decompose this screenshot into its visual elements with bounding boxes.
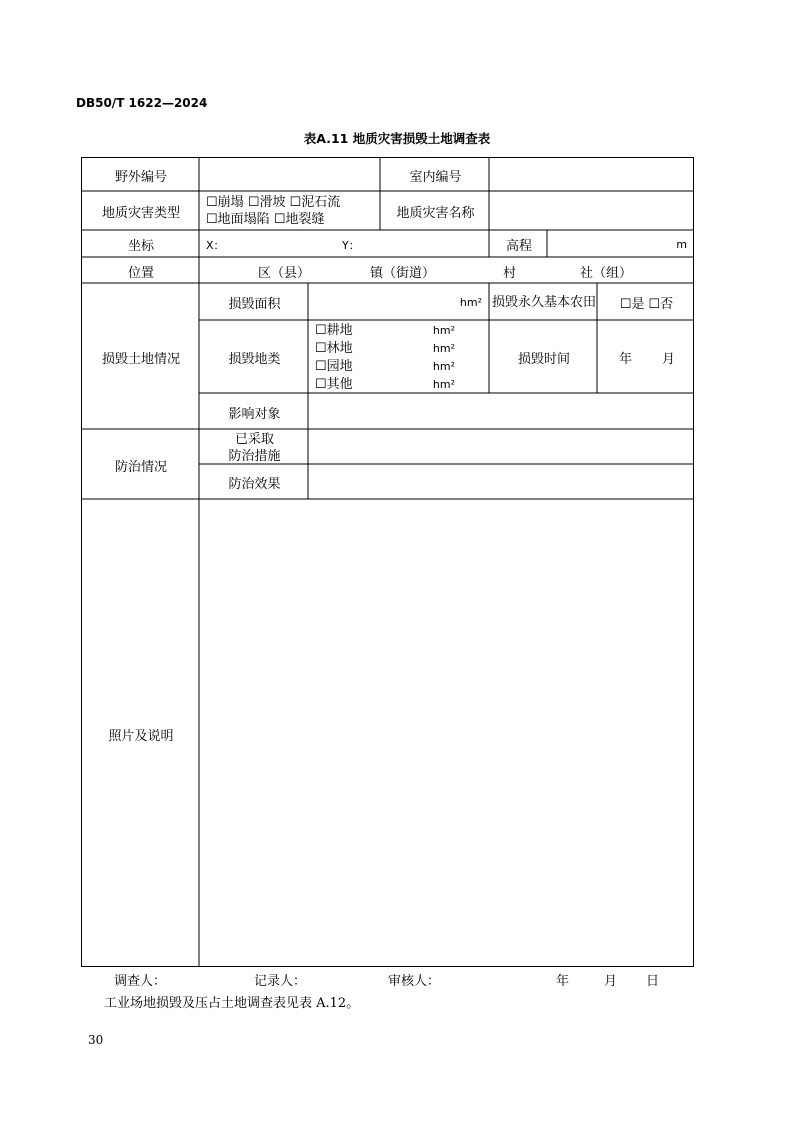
damage-time-label: 损毁时间	[517, 352, 570, 367]
affected-objects-label: 影响对象	[228, 406, 281, 422]
measures-input[interactable]	[309, 430, 695, 465]
recorder-label: 记录人：	[254, 974, 307, 989]
ground-subsidence-checkbox[interactable]: ☐地面塌陷	[206, 212, 270, 227]
form-grid	[81, 157, 694, 967]
damage-area-label: 损毁面积	[228, 297, 281, 312]
reviewer-label: 审核人：	[388, 974, 441, 989]
table-reference-note: 工业场地损毁及压占土地调查表见表 A.12。	[104, 996, 360, 1011]
field-number-input[interactable]	[200, 158, 381, 192]
coordinate-label: 坐标	[127, 239, 154, 254]
other-land-row[interactable]: ☐其他 hm²	[315, 377, 455, 392]
landslide-checkbox[interactable]: ☐滑坡	[247, 195, 286, 210]
document-code: DB50/T 1622—2024	[76, 96, 208, 110]
no-checkbox[interactable]: ☐否	[648, 297, 674, 312]
elevation-label: 高程	[505, 239, 532, 254]
photo-description-label: 照片及说明	[108, 728, 174, 744]
prevention-label: 防治情况	[114, 459, 167, 475]
affected-objects-input[interactable]	[309, 394, 695, 430]
land-type-label: 损毁地类	[228, 352, 281, 367]
footer-year-label: 年	[556, 974, 570, 989]
hazard-type-options	[206, 194, 381, 230]
yes-checkbox[interactable]: ☐是	[619, 297, 645, 312]
footer-month-label: 月	[604, 974, 618, 989]
damage-month-label: 月	[662, 352, 676, 367]
group-label: 社（组）	[580, 265, 633, 281]
elevation-unit: m	[676, 238, 687, 251]
basic-farmland-options	[598, 284, 695, 321]
cultivated-land-row[interactable]: ☐耕地 hm²	[315, 323, 455, 338]
district-label: 区（县）	[258, 265, 311, 281]
village-label: 村	[503, 265, 517, 281]
prevention-effect-label: 防治效果	[228, 477, 281, 492]
measures-label: 已采取 防治措施	[228, 431, 281, 464]
basic-farmland-label: 损毁永久基本农田	[491, 295, 596, 310]
town-label: 镇（街道）	[370, 265, 436, 281]
land-type-options	[315, 322, 455, 394]
field-number-label: 野外编号	[114, 169, 167, 185]
investigator-label: 调查人：	[114, 974, 167, 989]
footer-day-label: 日	[646, 974, 660, 989]
prevention-effect-input[interactable]	[309, 465, 695, 500]
forest-land-row[interactable]: ☐林地 hm²	[315, 341, 455, 356]
hazard-type-label: 地质灾害类型	[101, 206, 180, 221]
ground-fissure-checkbox[interactable]: ☐地裂缝	[273, 212, 325, 227]
page-number: 30	[88, 1033, 104, 1047]
photo-area[interactable]	[200, 500, 695, 968]
damage-year-label: 年	[619, 352, 633, 367]
damage-area-unit: hm²	[459, 296, 482, 309]
table-title: 表A.11 地质灾害损毁土地调查表	[303, 131, 491, 146]
hazard-name-label: 地质灾害名称	[396, 206, 475, 221]
garden-land-row[interactable]: ☐园地 hm²	[315, 359, 455, 374]
room-number-label: 室内编号	[409, 169, 462, 185]
location-label: 位置	[127, 265, 154, 281]
y-coordinate-label: Y：	[342, 238, 360, 252]
x-coordinate-label: X：	[206, 238, 225, 252]
hazard-name-input[interactable]	[490, 192, 695, 231]
collapse-checkbox[interactable]: ☐崩塌	[206, 195, 244, 210]
room-number-input[interactable]	[490, 158, 695, 192]
debris-flow-checkbox[interactable]: ☐泥石流	[289, 195, 341, 210]
damage-situation-label: 损毁土地情况	[101, 351, 180, 367]
